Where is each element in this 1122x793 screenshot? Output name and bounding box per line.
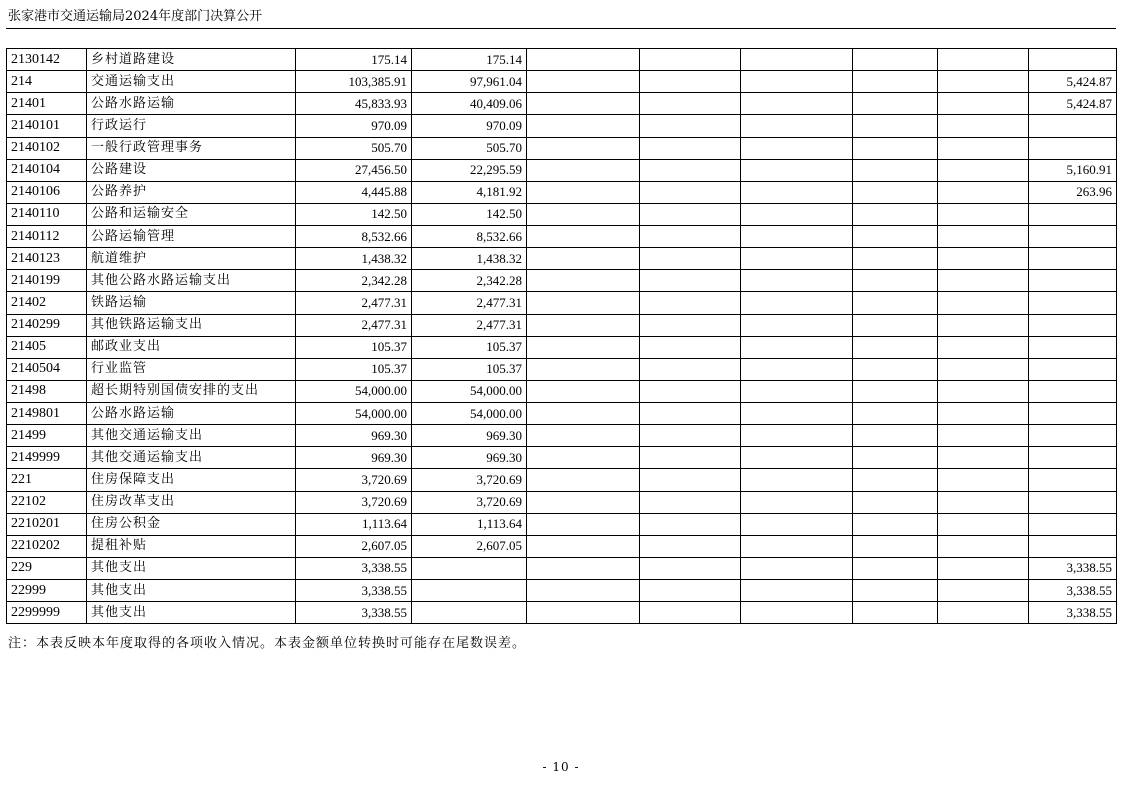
table-row	[7, 602, 1117, 624]
amount-cell	[741, 314, 853, 336]
subject-name-cell: 提租补贴	[87, 535, 296, 557]
amount-cell	[938, 226, 1029, 248]
amount-cell	[527, 380, 640, 402]
amount-cell	[853, 71, 938, 93]
amount-cell: 2,477.31	[412, 314, 527, 336]
amount-cell	[1029, 425, 1117, 447]
amount-cell	[938, 314, 1029, 336]
amount-cell	[938, 513, 1029, 535]
amount-cell: 3,720.69	[296, 491, 412, 513]
amount-cell	[741, 71, 853, 93]
subject-name-cell: 公路运输管理	[87, 226, 296, 248]
amount-cell	[640, 580, 741, 602]
amount-cell	[853, 292, 938, 314]
amount-cell	[741, 336, 853, 358]
amount-cell	[527, 403, 640, 425]
subject-name-cell: 乡村道路建设	[87, 49, 296, 71]
amount-cell: 1,113.64	[296, 513, 412, 535]
amount-cell: 2,342.28	[296, 270, 412, 292]
subject-code-cell: 2140106	[7, 181, 87, 203]
amount-cell: 3,338.55	[296, 557, 412, 579]
subject-code-cell: 221	[7, 469, 87, 491]
subject-code-cell: 2149999	[7, 447, 87, 469]
amount-cell	[1029, 49, 1117, 71]
amount-cell	[853, 270, 938, 292]
subject-code-cell: 21402	[7, 292, 87, 314]
amount-cell: 97,961.04	[412, 71, 527, 93]
amount-cell	[938, 181, 1029, 203]
amount-cell	[527, 248, 640, 270]
amount-cell	[853, 557, 938, 579]
subject-name-cell: 公路水路运输	[87, 403, 296, 425]
amount-cell	[640, 159, 741, 181]
subject-code-cell: 2140110	[7, 203, 87, 225]
amount-cell	[1029, 137, 1117, 159]
amount-cell: 103,385.91	[296, 71, 412, 93]
subject-code-cell: 2140112	[7, 226, 87, 248]
amount-cell: 5,424.87	[1029, 71, 1117, 93]
amount-cell	[741, 93, 853, 115]
document-header-title: 张家港市交通运输局2024年度部门决算公开	[8, 9, 263, 24]
amount-cell	[938, 49, 1029, 71]
amount-cell	[527, 203, 640, 225]
table-row	[7, 71, 1117, 93]
amount-cell	[938, 71, 1029, 93]
amount-cell	[527, 602, 640, 624]
amount-cell: 22,295.59	[412, 159, 527, 181]
amount-cell	[640, 49, 741, 71]
amount-cell	[853, 602, 938, 624]
table-row	[7, 115, 1117, 137]
budget-income-table	[6, 48, 1117, 624]
table-footnote: 注：本表反映本年度取得的各项收入情况。本表金额单位转换时可能存在尾数误差。	[8, 636, 527, 651]
page-number: - 10 -	[542, 760, 580, 774]
subject-code-cell: 2140504	[7, 358, 87, 380]
amount-cell: 2,607.05	[296, 535, 412, 557]
amount-cell	[741, 270, 853, 292]
table-row	[7, 93, 1117, 115]
table-row	[7, 425, 1117, 447]
amount-cell	[741, 380, 853, 402]
amount-cell	[527, 71, 640, 93]
amount-cell	[741, 447, 853, 469]
amount-cell	[527, 49, 640, 71]
amount-cell	[853, 336, 938, 358]
amount-cell: 1,438.32	[412, 248, 527, 270]
amount-cell: 969.30	[296, 425, 412, 447]
amount-cell	[412, 580, 527, 602]
amount-cell	[938, 203, 1029, 225]
subject-name-cell: 其他公路水路运输支出	[87, 270, 296, 292]
amount-cell	[938, 137, 1029, 159]
amount-cell	[741, 358, 853, 380]
amount-cell	[938, 358, 1029, 380]
amount-cell: 3,720.69	[296, 469, 412, 491]
amount-cell	[853, 425, 938, 447]
amount-cell	[741, 292, 853, 314]
amount-cell	[640, 248, 741, 270]
subject-name-cell: 行业监管	[87, 358, 296, 380]
amount-cell	[741, 181, 853, 203]
amount-cell	[938, 602, 1029, 624]
amount-cell	[640, 425, 741, 447]
amount-cell	[938, 159, 1029, 181]
subject-name-cell: 邮政业支出	[87, 336, 296, 358]
amount-cell	[741, 115, 853, 137]
table-row	[7, 292, 1117, 314]
amount-cell: 27,456.50	[296, 159, 412, 181]
amount-cell	[640, 513, 741, 535]
subject-name-cell: 行政运行	[87, 115, 296, 137]
table-row	[7, 491, 1117, 513]
table-row	[7, 181, 1117, 203]
amount-cell: 54,000.00	[412, 403, 527, 425]
amount-cell	[938, 270, 1029, 292]
subject-code-cell: 21499	[7, 425, 87, 447]
amount-cell: 3,720.69	[412, 491, 527, 513]
table-row	[7, 513, 1117, 535]
amount-cell	[527, 93, 640, 115]
amount-cell: 105.37	[296, 336, 412, 358]
amount-cell	[640, 226, 741, 248]
subject-code-cell: 22999	[7, 580, 87, 602]
amount-cell: 5,424.87	[1029, 93, 1117, 115]
table-row	[7, 137, 1117, 159]
table-row	[7, 557, 1117, 579]
amount-cell	[853, 203, 938, 225]
table-row	[7, 159, 1117, 181]
amount-cell	[527, 535, 640, 557]
subject-code-cell: 229	[7, 557, 87, 579]
amount-cell: 54,000.00	[412, 380, 527, 402]
amount-cell: 4,181.92	[412, 181, 527, 203]
amount-cell	[640, 602, 741, 624]
amount-cell	[938, 93, 1029, 115]
subject-code-cell: 2149801	[7, 403, 87, 425]
amount-cell: 105.37	[296, 358, 412, 380]
amount-cell	[938, 535, 1029, 557]
amount-cell	[640, 447, 741, 469]
subject-name-cell: 公路和运输安全	[87, 203, 296, 225]
amount-cell	[938, 491, 1029, 513]
amount-cell	[1029, 226, 1117, 248]
amount-cell	[1029, 403, 1117, 425]
amount-cell	[527, 115, 640, 137]
amount-cell	[527, 469, 640, 491]
subject-code-cell: 21498	[7, 380, 87, 402]
table-row	[7, 535, 1117, 557]
amount-cell: 3,338.55	[1029, 557, 1117, 579]
amount-cell	[640, 115, 741, 137]
amount-cell: 3,338.55	[1029, 580, 1117, 602]
table-row	[7, 248, 1117, 270]
amount-cell	[527, 580, 640, 602]
subject-code-cell: 21401	[7, 93, 87, 115]
amount-cell	[1029, 314, 1117, 336]
amount-cell: 1,438.32	[296, 248, 412, 270]
amount-cell: 969.30	[296, 447, 412, 469]
subject-name-cell: 超长期特别国债安排的支出	[87, 380, 296, 402]
amount-cell: 2,477.31	[412, 292, 527, 314]
amount-cell	[640, 336, 741, 358]
amount-cell	[527, 557, 640, 579]
subject-name-cell: 航道维护	[87, 248, 296, 270]
subject-code-cell: 21405	[7, 336, 87, 358]
amount-cell	[1029, 358, 1117, 380]
table-row	[7, 226, 1117, 248]
amount-cell	[741, 535, 853, 557]
amount-cell	[853, 447, 938, 469]
amount-cell	[853, 137, 938, 159]
amount-cell	[741, 425, 853, 447]
amount-cell	[640, 71, 741, 93]
amount-cell	[853, 314, 938, 336]
amount-cell	[853, 226, 938, 248]
amount-cell	[853, 248, 938, 270]
amount-cell	[938, 580, 1029, 602]
amount-cell	[1029, 535, 1117, 557]
amount-cell	[527, 336, 640, 358]
amount-cell	[640, 403, 741, 425]
amount-cell: 969.30	[412, 447, 527, 469]
amount-cell	[412, 557, 527, 579]
subject-name-cell: 其他交通运输支出	[87, 447, 296, 469]
amount-cell	[741, 226, 853, 248]
amount-cell	[741, 403, 853, 425]
amount-cell	[527, 181, 640, 203]
amount-cell	[527, 491, 640, 513]
subject-name-cell: 住房改革支出	[87, 491, 296, 513]
amount-cell	[640, 469, 741, 491]
subject-code-cell: 2130142	[7, 49, 87, 71]
subject-code-cell: 2140199	[7, 270, 87, 292]
table-row	[7, 49, 1117, 71]
amount-cell	[853, 93, 938, 115]
amount-cell: 3,338.55	[1029, 602, 1117, 624]
amount-cell	[853, 181, 938, 203]
amount-cell	[640, 491, 741, 513]
amount-cell	[527, 447, 640, 469]
subject-name-cell: 其他铁路运输支出	[87, 314, 296, 336]
table-row	[7, 270, 1117, 292]
subject-name-cell: 交通运输支出	[87, 71, 296, 93]
amount-cell	[527, 513, 640, 535]
subject-code-cell: 2140102	[7, 137, 87, 159]
amount-cell: 2,477.31	[296, 314, 412, 336]
amount-cell	[853, 513, 938, 535]
subject-name-cell: 其他支出	[87, 580, 296, 602]
subject-name-cell: 其他支出	[87, 602, 296, 624]
amount-cell	[938, 557, 1029, 579]
amount-cell	[1029, 292, 1117, 314]
amount-cell: 8,532.66	[412, 226, 527, 248]
amount-cell: 105.37	[412, 336, 527, 358]
amount-cell	[938, 380, 1029, 402]
amount-cell	[741, 159, 853, 181]
amount-cell	[1029, 469, 1117, 491]
amount-cell: 142.50	[412, 203, 527, 225]
amount-cell	[938, 425, 1029, 447]
amount-cell	[1029, 447, 1117, 469]
amount-cell: 142.50	[296, 203, 412, 225]
subject-code-cell: 22102	[7, 491, 87, 513]
amount-cell	[1029, 491, 1117, 513]
table-row	[7, 469, 1117, 491]
amount-cell: 40,409.06	[412, 93, 527, 115]
subject-name-cell: 其他支出	[87, 557, 296, 579]
amount-cell: 3,338.55	[296, 580, 412, 602]
amount-cell	[1029, 513, 1117, 535]
amount-cell	[853, 115, 938, 137]
amount-cell	[527, 137, 640, 159]
amount-cell	[527, 314, 640, 336]
subject-code-cell: 2299999	[7, 602, 87, 624]
amount-cell	[1029, 203, 1117, 225]
subject-code-cell: 2210202	[7, 535, 87, 557]
amount-cell	[640, 137, 741, 159]
subject-name-cell: 其他交通运输支出	[87, 425, 296, 447]
amount-cell: 2,607.05	[412, 535, 527, 557]
subject-code-cell: 214	[7, 71, 87, 93]
amount-cell	[741, 580, 853, 602]
table-row	[7, 358, 1117, 380]
table-row	[7, 580, 1117, 602]
subject-name-cell: 公路养护	[87, 181, 296, 203]
amount-cell: 5,160.91	[1029, 159, 1117, 181]
amount-cell: 505.70	[412, 137, 527, 159]
amount-cell	[640, 93, 741, 115]
amount-cell: 970.09	[296, 115, 412, 137]
amount-cell	[741, 602, 853, 624]
amount-cell	[938, 248, 1029, 270]
amount-cell: 970.09	[412, 115, 527, 137]
amount-cell: 45,833.93	[296, 93, 412, 115]
amount-cell: 2,477.31	[296, 292, 412, 314]
subject-name-cell: 公路水路运输	[87, 93, 296, 115]
amount-cell	[938, 115, 1029, 137]
amount-cell	[527, 358, 640, 380]
amount-cell: 8,532.66	[296, 226, 412, 248]
amount-cell	[741, 203, 853, 225]
amount-cell	[741, 469, 853, 491]
table-row	[7, 447, 1117, 469]
amount-cell: 54,000.00	[296, 403, 412, 425]
table-row	[7, 336, 1117, 358]
amount-cell	[741, 513, 853, 535]
amount-cell	[527, 159, 640, 181]
amount-cell	[741, 137, 853, 159]
subject-name-cell: 住房公积金	[87, 513, 296, 535]
subject-name-cell: 公路建设	[87, 159, 296, 181]
amount-cell	[741, 49, 853, 71]
subject-code-cell: 2140299	[7, 314, 87, 336]
subject-code-cell: 2210201	[7, 513, 87, 535]
amount-cell	[640, 358, 741, 380]
amount-cell	[938, 403, 1029, 425]
table-row	[7, 380, 1117, 402]
table-row	[7, 314, 1117, 336]
amount-cell	[938, 469, 1029, 491]
amount-cell: 3,720.69	[412, 469, 527, 491]
amount-cell	[938, 447, 1029, 469]
amount-cell: 175.14	[296, 49, 412, 71]
amount-cell	[1029, 115, 1117, 137]
amount-cell	[1029, 336, 1117, 358]
amount-cell	[527, 292, 640, 314]
amount-cell	[1029, 380, 1117, 402]
header-divider	[6, 28, 1116, 29]
subject-code-cell: 2140104	[7, 159, 87, 181]
amount-cell	[527, 270, 640, 292]
amount-cell	[853, 491, 938, 513]
amount-cell	[853, 358, 938, 380]
amount-cell	[640, 270, 741, 292]
amount-cell	[853, 380, 938, 402]
amount-cell	[853, 469, 938, 491]
amount-cell	[412, 602, 527, 624]
amount-cell	[640, 535, 741, 557]
amount-cell: 3,338.55	[296, 602, 412, 624]
amount-cell	[853, 403, 938, 425]
amount-cell	[1029, 270, 1117, 292]
amount-cell	[853, 49, 938, 71]
subject-name-cell: 铁路运输	[87, 292, 296, 314]
amount-cell	[853, 535, 938, 557]
table-row	[7, 203, 1117, 225]
amount-cell	[640, 557, 741, 579]
amount-cell: 175.14	[412, 49, 527, 71]
table-body	[7, 49, 1117, 624]
subject-name-cell: 住房保障支出	[87, 469, 296, 491]
amount-cell	[741, 491, 853, 513]
amount-cell	[853, 580, 938, 602]
amount-cell	[527, 425, 640, 447]
amount-cell	[640, 292, 741, 314]
amount-cell	[938, 292, 1029, 314]
amount-cell	[1029, 248, 1117, 270]
amount-cell: 105.37	[412, 358, 527, 380]
amount-cell: 54,000.00	[296, 380, 412, 402]
amount-cell: 969.30	[412, 425, 527, 447]
amount-cell	[741, 557, 853, 579]
amount-cell: 505.70	[296, 137, 412, 159]
amount-cell	[640, 380, 741, 402]
amount-cell	[640, 203, 741, 225]
amount-cell	[853, 159, 938, 181]
amount-cell: 1,113.64	[412, 513, 527, 535]
subject-name-cell: 一般行政管理事务	[87, 137, 296, 159]
amount-cell: 263.96	[1029, 181, 1117, 203]
amount-cell	[640, 181, 741, 203]
amount-cell: 4,445.88	[296, 181, 412, 203]
amount-cell: 2,342.28	[412, 270, 527, 292]
table-row	[7, 403, 1117, 425]
subject-code-cell: 2140123	[7, 248, 87, 270]
amount-cell	[741, 248, 853, 270]
amount-cell	[938, 336, 1029, 358]
amount-cell	[527, 226, 640, 248]
subject-code-cell: 2140101	[7, 115, 87, 137]
amount-cell	[640, 314, 741, 336]
